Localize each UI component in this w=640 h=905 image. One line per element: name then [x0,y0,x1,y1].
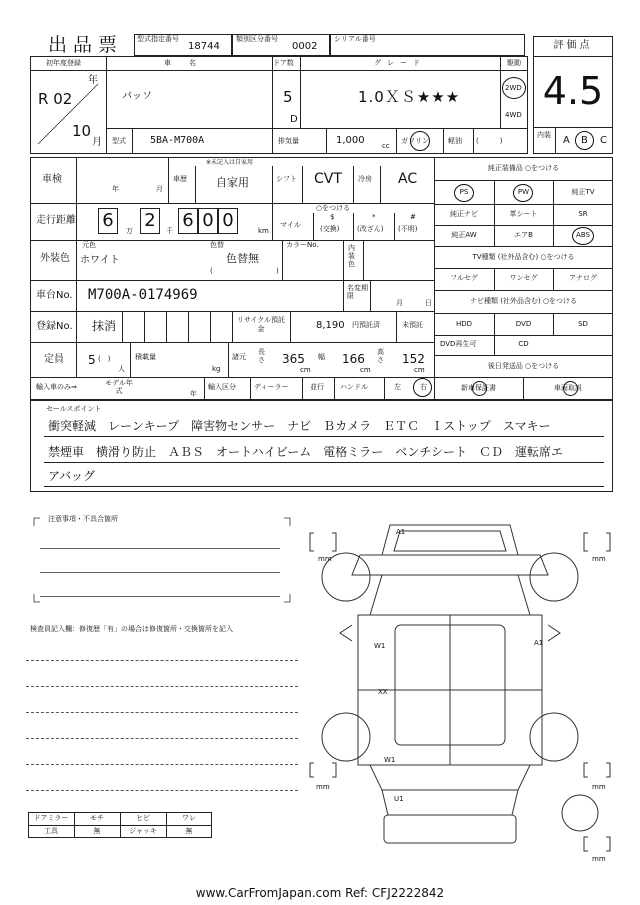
mileage-digit-2: 2 [140,208,160,234]
car-name: パッソ [122,91,152,102]
mm-label-3: mm [316,783,330,791]
mm-label-4: mm [592,783,606,791]
mileage-label: 走行距離 [36,215,76,226]
mm-label-5: mm [592,855,606,863]
name-change-day: 日 [425,299,432,307]
chassis-no: M700A-0174969 [88,287,198,303]
footer-ref: www.CarFromJapan.com Ref: CFJ2222842 [195,886,445,900]
fuel-gas: ガソリン [401,137,429,145]
later-manual: 車両取説 [554,384,582,392]
width-label: 幅 [318,353,325,361]
inspection-label: 車検 [42,174,62,185]
diagram-mark-left-rear: W1 [384,756,396,764]
navi-sd: SD [578,320,588,328]
right-label: 右 [420,383,427,391]
interior-label: 内装 [537,131,551,139]
cd-label: CD [518,340,529,348]
first-reg-month: 10 [72,122,92,140]
navi-hdd: HDD [455,320,473,328]
interior-a: A [563,135,570,146]
interior-b-circle [575,131,594,150]
inspection-year-unit: 年 [112,185,119,193]
class-no: 0002 [292,41,318,52]
bottom-h2: モチ [90,814,104,822]
first-reg-era: R 02 [38,90,73,108]
sales-line-2: 禁煙車 横滑り防止 ＡＢＳ オートハイビーム 電格ミラー ベンチシート ＣＤ 運転席エ [48,445,564,459]
equip-pw: PW [517,188,530,196]
height: 152 [402,352,425,366]
bottom-v4: 無 [185,827,193,835]
load-label: 積載量 [135,353,156,361]
color-no-label: カラーNo. [286,241,319,249]
dollar-label: $ [330,213,335,221]
tv-title: TV種類 (社外品含む) ○をつける [472,253,575,261]
ac-label: 冷房 [358,175,372,183]
fuel-diesel: 軽油 [448,137,462,145]
reg-no: 抹消 [92,319,117,333]
equip-leather: 革シート [509,210,538,218]
doors-label: ドア数 [273,59,294,67]
interior-color-label: 内装色 [348,244,355,269]
inspector-label: 検査員記入欄：修復歴「有」の場合は修復箇所・交換箇所を記入 [30,625,233,633]
interior-b: B [581,135,588,146]
car-diagram [300,515,620,865]
color-change-label: 色替 [210,241,224,249]
mm-label-2: mm [592,555,606,563]
caution-bracket [26,514,298,606]
mileage-digit-3: 6 [178,208,198,234]
model-year-unit: 年 [190,390,197,398]
equip-ps-circle [454,184,474,202]
navi-title: ナビ種類 (社外品含む) ○をつける [469,297,578,305]
drive-label: 駆動 [507,59,521,67]
tv-full: フルセグ [450,274,478,282]
equip-navi: 純正ナビ [450,210,478,218]
mm-label-1: mm [318,555,332,563]
name-change-month: 月 [396,299,403,307]
star-label: * [372,213,376,221]
orig-color-label: 元色 [82,241,96,249]
model-label: 型式 [112,137,126,145]
equip-airbag: エアB [514,231,533,239]
model-spec-no: 18744 [188,41,220,52]
recycle-unpaid: 未預託 [402,321,423,329]
shift: CVT [314,171,342,187]
handle-label: ハンドル [340,383,368,391]
equip-ps: PS [459,188,469,196]
color-change: 色替無 [226,252,259,265]
door-type: D [290,114,298,125]
equip-aw: 純正AW [451,231,477,239]
page-title: 出品票 [48,34,124,56]
reg-no-label: 登録No. [36,321,73,332]
capacity-label: 定員 [44,354,64,365]
later-warranty-circle [472,381,487,396]
mile-label: マイル [280,221,301,229]
serial-label: シリアル番号 [334,35,376,43]
grade-label: グレード [374,59,426,67]
check-note: ○をつける [316,204,351,212]
ac: AC [398,171,418,187]
car-name-label: 車名 [164,59,214,67]
tv-one: ワンセグ [509,274,538,282]
chassis-label: 車台No. [36,290,73,301]
bottom-v2: 無 [93,827,101,835]
inspection-month-unit: 月 [156,185,163,193]
first-reg-year-unit: 年 [88,75,98,86]
capacity: 5 [88,353,96,367]
sharp-label: # [410,213,416,221]
height-label: 高さ [377,348,384,365]
eval-score: 4.5 [542,69,604,113]
first-reg-label: 初年度登録 [46,59,81,67]
recycle-label: リサイクル預託金 [236,316,286,333]
diagram-mark-hood: A1 [396,528,406,536]
caution-line-2 [40,572,280,573]
history: 自家用 [216,176,249,189]
bottom-h1: ドアミラー [33,814,69,822]
note-unfilled: ※未記入は自家用 [206,159,254,166]
man-unit: 万 [126,227,133,235]
recycle-unit: 円預託済 [352,321,380,329]
displacement-label: 排気量 [278,137,299,145]
tv-analog: アナログ [569,274,597,282]
color-label: 外装色 [40,253,70,264]
diagram-mark-rear: U1 [394,795,404,803]
capacity-paren: ( ) [98,355,111,363]
inspector-line-5 [26,764,298,765]
later-warranty: 新車保証書 [461,384,496,392]
replaced-label: (交換) [320,225,340,233]
model: 5BA-M700A [150,135,205,146]
tampered-label: (改ざん) [357,225,384,233]
diagram-mark-left-door: XX [378,688,388,696]
inspector-line-3 [26,712,298,713]
left-label: 左 [394,383,401,391]
drive-2wd: 2WD [505,84,522,92]
model-year-label: モデル年式 [105,379,133,396]
sen-unit: 千 [166,227,173,235]
navi-dvd: DVD [515,320,532,328]
parallel-label: 並行 [310,383,324,391]
km-unit: km [258,227,269,235]
unknown-label: (不明) [398,225,418,233]
first-reg-month-unit: 月 [92,137,102,148]
doors: 5 [283,88,293,106]
color-paren-close: ) [276,267,279,275]
displacement-unit: cc [382,142,390,150]
bottom-h4: ワレ [182,814,196,822]
caution-label: 注意事項・不具合箇所 [48,515,118,523]
mileage-digit-4: 0 [198,208,218,234]
drive-4wd: 4WD [505,111,522,119]
name-change-label: 名変期限 [347,284,368,301]
grade: 1.0ＸＳ★★★ [358,88,461,106]
class-label: 類別区分番号 [236,35,278,43]
dims-label: 諸元 [232,353,246,361]
shift-label: シフト [276,175,297,183]
interior-c: C [600,135,607,146]
inspector-line-1 [26,660,298,661]
length: 365 [282,352,305,366]
dvd-label: DVD再生可 [440,340,477,348]
equip-pw-circle [513,184,533,202]
kg-unit: kg [212,365,221,373]
equip-abs-circle [572,227,594,245]
caution-line-1 [40,548,280,549]
inspector-line-6 [26,790,298,791]
caution-line-3 [40,596,280,597]
fuel-paren: ( ) [476,137,503,145]
eval-label: 評価点 [553,40,593,51]
person-unit: 人 [118,365,125,373]
mileage-digit-1: 6 [98,208,118,234]
equip-abs: ABS [576,231,590,239]
equip-title: 純正装備品 ○をつける [487,164,560,172]
sales-line-3: アバッグ [48,469,96,483]
inspector-line-4 [26,738,298,739]
color: ホワイト [80,255,120,266]
bottom-h3: ヒビ [136,814,150,822]
length-label: 長さ [258,348,265,365]
height-unit: cm [414,366,425,374]
diagram-mark-right-front: A1 [534,639,544,647]
later-title: 後日発送品 ○をつける [487,362,560,370]
mileage-digit-5: 0 [218,208,238,234]
equip-sr: SR [578,210,588,218]
model-spec-label: 型式指定番号 [137,35,179,43]
length-unit: cm [300,366,311,374]
fuel-gas-circle [410,131,430,151]
bottom-v3: ジャッキ [129,827,157,835]
sales-line-1: 衝突軽減 レーンキープ 障害物センサー ナビ Ｂカメラ ＥＴＣ Ｉストップ スマキー [48,419,551,433]
bottom-v1: 工具 [44,827,58,835]
displacement: 1,000 [336,135,365,146]
right-circle [413,378,432,397]
width-unit: cm [360,366,371,374]
import-label: 輸入車のみ⇒ [36,383,77,391]
history-label: 車歴 [173,175,187,183]
diagram-mark-left-front: W1 [374,642,386,650]
recycle-value: 8,190 [316,320,345,331]
sales-label: セールスポイント [46,405,102,413]
import-class-label: 輸入区分 [208,383,236,391]
drive-2wd-circle [502,77,526,99]
color-paren-open: ( [210,267,213,275]
equip-tv: 純正TV [571,188,595,196]
dealer-label: ディーラー [254,383,289,391]
width: 166 [342,352,365,366]
later-manual-circle [563,381,578,396]
inspector-line-2 [26,686,298,687]
